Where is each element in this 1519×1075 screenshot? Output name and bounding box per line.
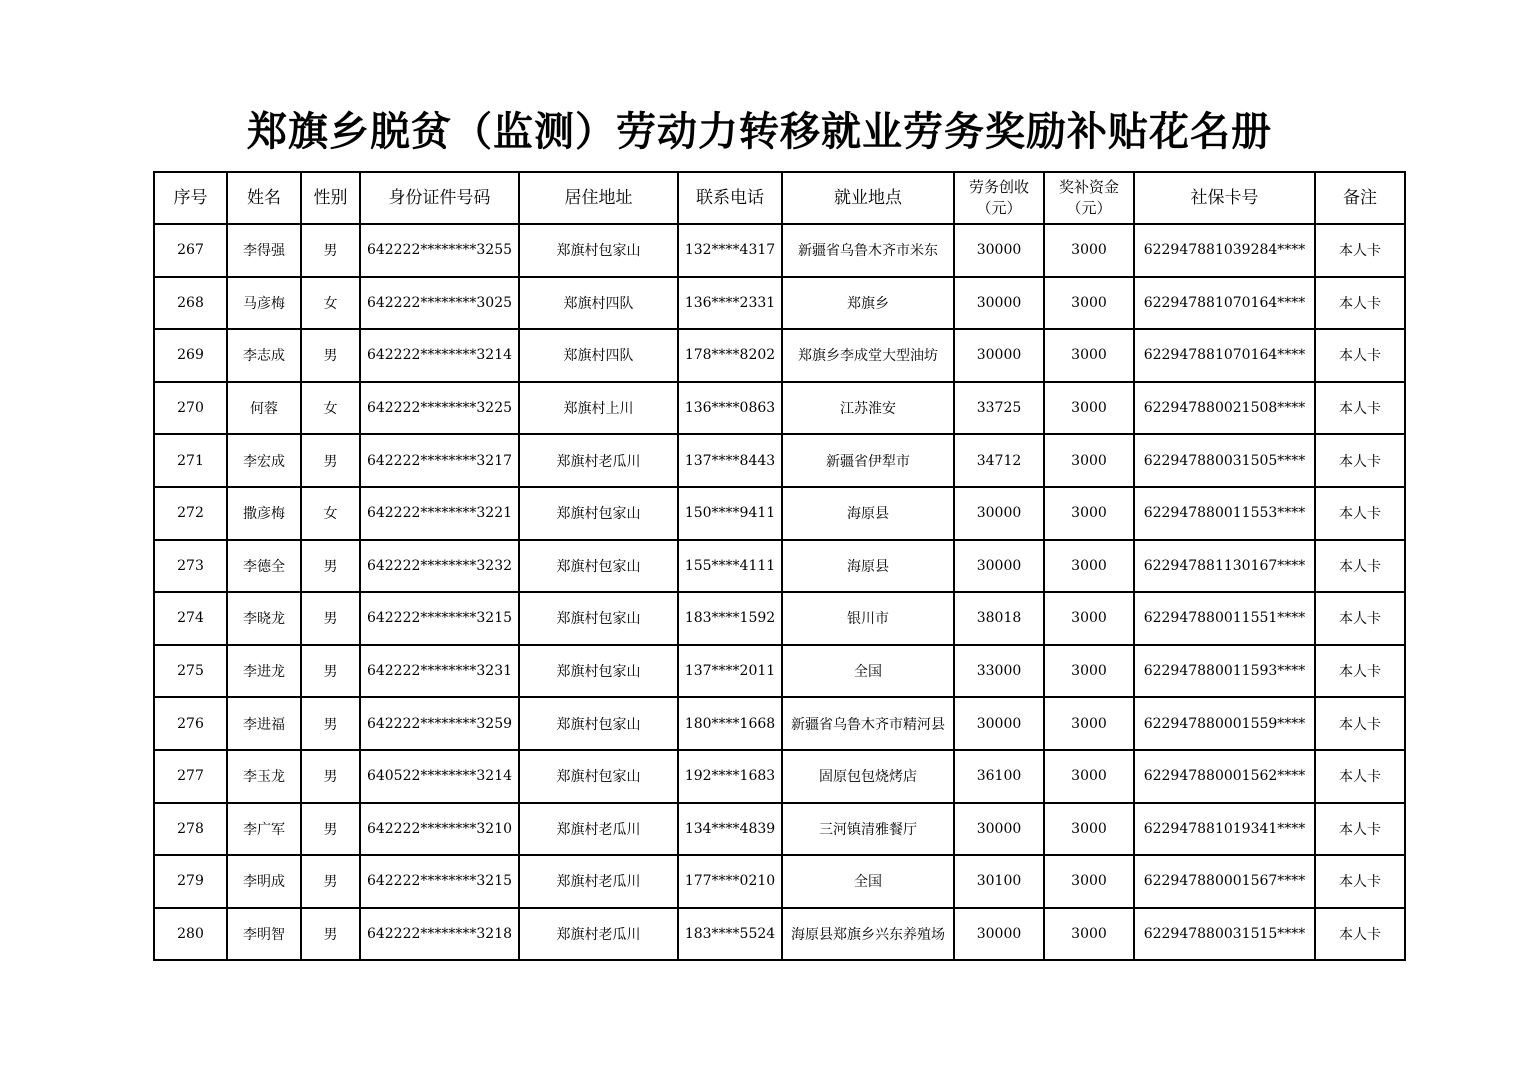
cell-gender: 男: [301, 224, 360, 277]
cell-card: 622947880011551****: [1134, 592, 1315, 645]
cell-address: 郑旗村老瓜川: [519, 855, 678, 908]
cell-card: 622947880001562****: [1134, 750, 1315, 803]
cell-gender: 男: [301, 803, 360, 856]
table-row: [154, 540, 1405, 593]
cell-phone: 137****2011: [678, 645, 782, 698]
cell-seq: 271: [154, 434, 227, 487]
header-income-line1: 劳务创收: [968, 178, 1029, 196]
cell-name: 李进福: [227, 697, 301, 750]
cell-id: 642222********3215: [360, 592, 519, 645]
cell-workplace: 三河镇清雅餐厅: [782, 803, 954, 856]
cell-name: 李志成: [227, 329, 301, 382]
cell-phone: 192****1683: [678, 750, 782, 803]
cell-income: 38018: [954, 592, 1044, 645]
table-row: [154, 434, 1405, 487]
cell-remark: 本人卡: [1315, 382, 1405, 435]
cell-phone: 136****2331: [678, 277, 782, 330]
table-row: [154, 224, 1405, 277]
table-row: [154, 277, 1405, 330]
cell-seq: 273: [154, 540, 227, 593]
cell-remark: 本人卡: [1315, 277, 1405, 330]
cell-phone: 132****4317: [678, 224, 782, 277]
cell-card: 622947881130167****: [1134, 540, 1315, 593]
cell-seq: 269: [154, 329, 227, 382]
cell-name: 李广军: [227, 803, 301, 856]
cell-seq: 268: [154, 277, 227, 330]
cell-name: 李玉龙: [227, 750, 301, 803]
cell-gender: 男: [301, 592, 360, 645]
cell-name: 李德全: [227, 540, 301, 593]
cell-address: 郑旗村老瓜川: [519, 434, 678, 487]
cell-name: 何蓉: [227, 382, 301, 435]
cell-income: 30000: [954, 277, 1044, 330]
cell-name: 李进龙: [227, 645, 301, 698]
cell-income: 30000: [954, 540, 1044, 593]
roster-body: [154, 224, 1405, 960]
cell-gender: 男: [301, 540, 360, 593]
cell-address: 郑旗村上川: [519, 382, 678, 435]
table-row: [154, 487, 1405, 540]
header-name: 姓名: [227, 172, 301, 224]
cell-remark: 本人卡: [1315, 434, 1405, 487]
cell-income: 30000: [954, 329, 1044, 382]
cell-address: 郑旗村包家山: [519, 645, 678, 698]
cell-address: 郑旗村包家山: [519, 224, 678, 277]
cell-gender: 男: [301, 697, 360, 750]
cell-phone: 180****1668: [678, 697, 782, 750]
cell-address: 郑旗村四队: [519, 277, 678, 330]
cell-workplace: 固原包包烧烤店: [782, 750, 954, 803]
cell-workplace: 郑旗乡李成堂大型油坊: [782, 329, 954, 382]
cell-card: 622947880021508****: [1134, 382, 1315, 435]
cell-subsidy: 3000: [1044, 382, 1134, 435]
cell-remark: 本人卡: [1315, 697, 1405, 750]
cell-phone: 150****9411: [678, 487, 782, 540]
cell-subsidy: 3000: [1044, 592, 1134, 645]
cell-income: 30000: [954, 487, 1044, 540]
cell-seq: 274: [154, 592, 227, 645]
cell-workplace: 全国: [782, 855, 954, 908]
header-seq: 序号: [154, 172, 227, 224]
cell-gender: 男: [301, 329, 360, 382]
cell-seq: 272: [154, 487, 227, 540]
cell-subsidy: 3000: [1044, 329, 1134, 382]
cell-subsidy: 3000: [1044, 803, 1134, 856]
cell-workplace: 新疆省乌鲁木齐市米东: [782, 224, 954, 277]
cell-name: 李明成: [227, 855, 301, 908]
cell-gender: 男: [301, 855, 360, 908]
cell-seq: 267: [154, 224, 227, 277]
cell-id: 642222********3214: [360, 329, 519, 382]
cell-subsidy: 3000: [1044, 224, 1134, 277]
cell-remark: 本人卡: [1315, 645, 1405, 698]
cell-remark: 本人卡: [1315, 329, 1405, 382]
cell-id: 642222********3255: [360, 224, 519, 277]
cell-remark: 本人卡: [1315, 908, 1405, 961]
cell-id: 642222********3259: [360, 697, 519, 750]
cell-income: 30100: [954, 855, 1044, 908]
cell-gender: 男: [301, 645, 360, 698]
header-income: [954, 172, 1044, 224]
cell-address: 郑旗村包家山: [519, 540, 678, 593]
cell-name: 李明智: [227, 908, 301, 961]
cell-remark: 本人卡: [1315, 592, 1405, 645]
cell-card: 622947881019341****: [1134, 803, 1315, 856]
cell-phone: 183****1592: [678, 592, 782, 645]
header-card: 社保卡号: [1134, 172, 1315, 224]
cell-phone: 136****0863: [678, 382, 782, 435]
cell-seq: 275: [154, 645, 227, 698]
cell-id: 642222********3231: [360, 645, 519, 698]
header-gender: 性别: [301, 172, 360, 224]
cell-subsidy: 3000: [1044, 434, 1134, 487]
table-row: [154, 382, 1405, 435]
cell-card: 622947880001567****: [1134, 855, 1315, 908]
cell-gender: 女: [301, 487, 360, 540]
cell-workplace: 海原县郑旗乡兴东养殖场: [782, 908, 954, 961]
cell-seq: 270: [154, 382, 227, 435]
cell-card: 622947880011593****: [1134, 645, 1315, 698]
table-row: [154, 750, 1405, 803]
cell-gender: 女: [301, 382, 360, 435]
cell-subsidy: 3000: [1044, 540, 1134, 593]
cell-remark: 本人卡: [1315, 855, 1405, 908]
cell-income: 30000: [954, 803, 1044, 856]
cell-seq: 279: [154, 855, 227, 908]
header-address: 居住地址: [519, 172, 678, 224]
cell-id: 642222********3225: [360, 382, 519, 435]
cell-id: 642222********3025: [360, 277, 519, 330]
cell-income: 33000: [954, 645, 1044, 698]
cell-card: 622947880031515****: [1134, 908, 1315, 961]
cell-address: 郑旗村包家山: [519, 750, 678, 803]
cell-card: 622947880011553****: [1134, 487, 1315, 540]
cell-income: 33725: [954, 382, 1044, 435]
cell-subsidy: 3000: [1044, 908, 1134, 961]
table-row: [154, 329, 1405, 382]
table-row: [154, 592, 1405, 645]
header-subsidy-line1: 奖补资金: [1058, 178, 1119, 196]
cell-gender: 男: [301, 434, 360, 487]
cell-income: 30000: [954, 697, 1044, 750]
cell-subsidy: 3000: [1044, 645, 1134, 698]
roster-table: [153, 171, 1406, 961]
cell-card: 622947881070164****: [1134, 329, 1315, 382]
cell-phone: 137****8443: [678, 434, 782, 487]
cell-id: 642222********3217: [360, 434, 519, 487]
cell-gender: 女: [301, 277, 360, 330]
cell-workplace: 海原县: [782, 540, 954, 593]
header-phone: 联系电话: [678, 172, 782, 224]
cell-gender: 男: [301, 908, 360, 961]
table-row: [154, 803, 1405, 856]
cell-workplace: 郑旗乡: [782, 277, 954, 330]
cell-id: 642222********3232: [360, 540, 519, 593]
cell-remark: 本人卡: [1315, 487, 1405, 540]
cell-seq: 277: [154, 750, 227, 803]
cell-address: 郑旗村包家山: [519, 487, 678, 540]
cell-seq: 280: [154, 908, 227, 961]
table-row: [154, 697, 1405, 750]
cell-income: 30000: [954, 224, 1044, 277]
cell-income: 30000: [954, 908, 1044, 961]
cell-subsidy: 3000: [1044, 277, 1134, 330]
cell-workplace: 江苏淮安: [782, 382, 954, 435]
cell-workplace: 新疆省伊犁市: [782, 434, 954, 487]
cell-id: 642222********3210: [360, 803, 519, 856]
cell-card: 622947881070164****: [1134, 277, 1315, 330]
cell-phone: 178****8202: [678, 329, 782, 382]
cell-address: 郑旗村老瓜川: [519, 908, 678, 961]
cell-phone: 134****4839: [678, 803, 782, 856]
cell-card: 622947880031505****: [1134, 434, 1315, 487]
cell-subsidy: 3000: [1044, 855, 1134, 908]
cell-workplace: 银川市: [782, 592, 954, 645]
cell-remark: 本人卡: [1315, 750, 1405, 803]
cell-workplace: 海原县: [782, 487, 954, 540]
cell-remark: 本人卡: [1315, 540, 1405, 593]
cell-income: 36100: [954, 750, 1044, 803]
cell-workplace: 全国: [782, 645, 954, 698]
header-workplace: 就业地点: [782, 172, 954, 224]
cell-subsidy: 3000: [1044, 487, 1134, 540]
cell-subsidy: 3000: [1044, 750, 1134, 803]
cell-seq: 278: [154, 803, 227, 856]
header-subsidy-line2: （元）: [1066, 199, 1112, 217]
header-income-line2: （元）: [976, 199, 1022, 217]
cell-address: 郑旗村包家山: [519, 592, 678, 645]
cell-address: 郑旗村老瓜川: [519, 803, 678, 856]
cell-name: 李得强: [227, 224, 301, 277]
cell-phone: 183****5524: [678, 908, 782, 961]
table-row: [154, 908, 1405, 961]
header-remark: 备注: [1315, 172, 1405, 224]
cell-card: 622947881039284****: [1134, 224, 1315, 277]
header-row: [154, 172, 1405, 224]
cell-name: 李宏成: [227, 434, 301, 487]
cell-seq: 276: [154, 697, 227, 750]
cell-card: 622947880001559****: [1134, 697, 1315, 750]
cell-remark: 本人卡: [1315, 803, 1405, 856]
cell-gender: 男: [301, 750, 360, 803]
cell-id: 642222********3218: [360, 908, 519, 961]
cell-subsidy: 3000: [1044, 697, 1134, 750]
cell-name: 撒彦梅: [227, 487, 301, 540]
cell-phone: 155****4111: [678, 540, 782, 593]
cell-address: 郑旗村包家山: [519, 697, 678, 750]
cell-phone: 177****0210: [678, 855, 782, 908]
page-title: 郑旗乡脱贫（监测）劳动力转移就业劳务奖励补贴花名册: [247, 108, 1272, 155]
cell-income: 34712: [954, 434, 1044, 487]
cell-name: 李晓龙: [227, 592, 301, 645]
cell-remark: 本人卡: [1315, 224, 1405, 277]
cell-id: 640522********3214: [360, 750, 519, 803]
header-id: 身份证件号码: [360, 172, 519, 224]
cell-address: 郑旗村四队: [519, 329, 678, 382]
cell-name: 马彦梅: [227, 277, 301, 330]
cell-id: 642222********3221: [360, 487, 519, 540]
table-row: [154, 855, 1405, 908]
table-row: [154, 645, 1405, 698]
header-subsidy: [1044, 172, 1134, 224]
cell-id: 642222********3215: [360, 855, 519, 908]
cell-workplace: 新疆省乌鲁木齐市精河县: [782, 697, 954, 750]
